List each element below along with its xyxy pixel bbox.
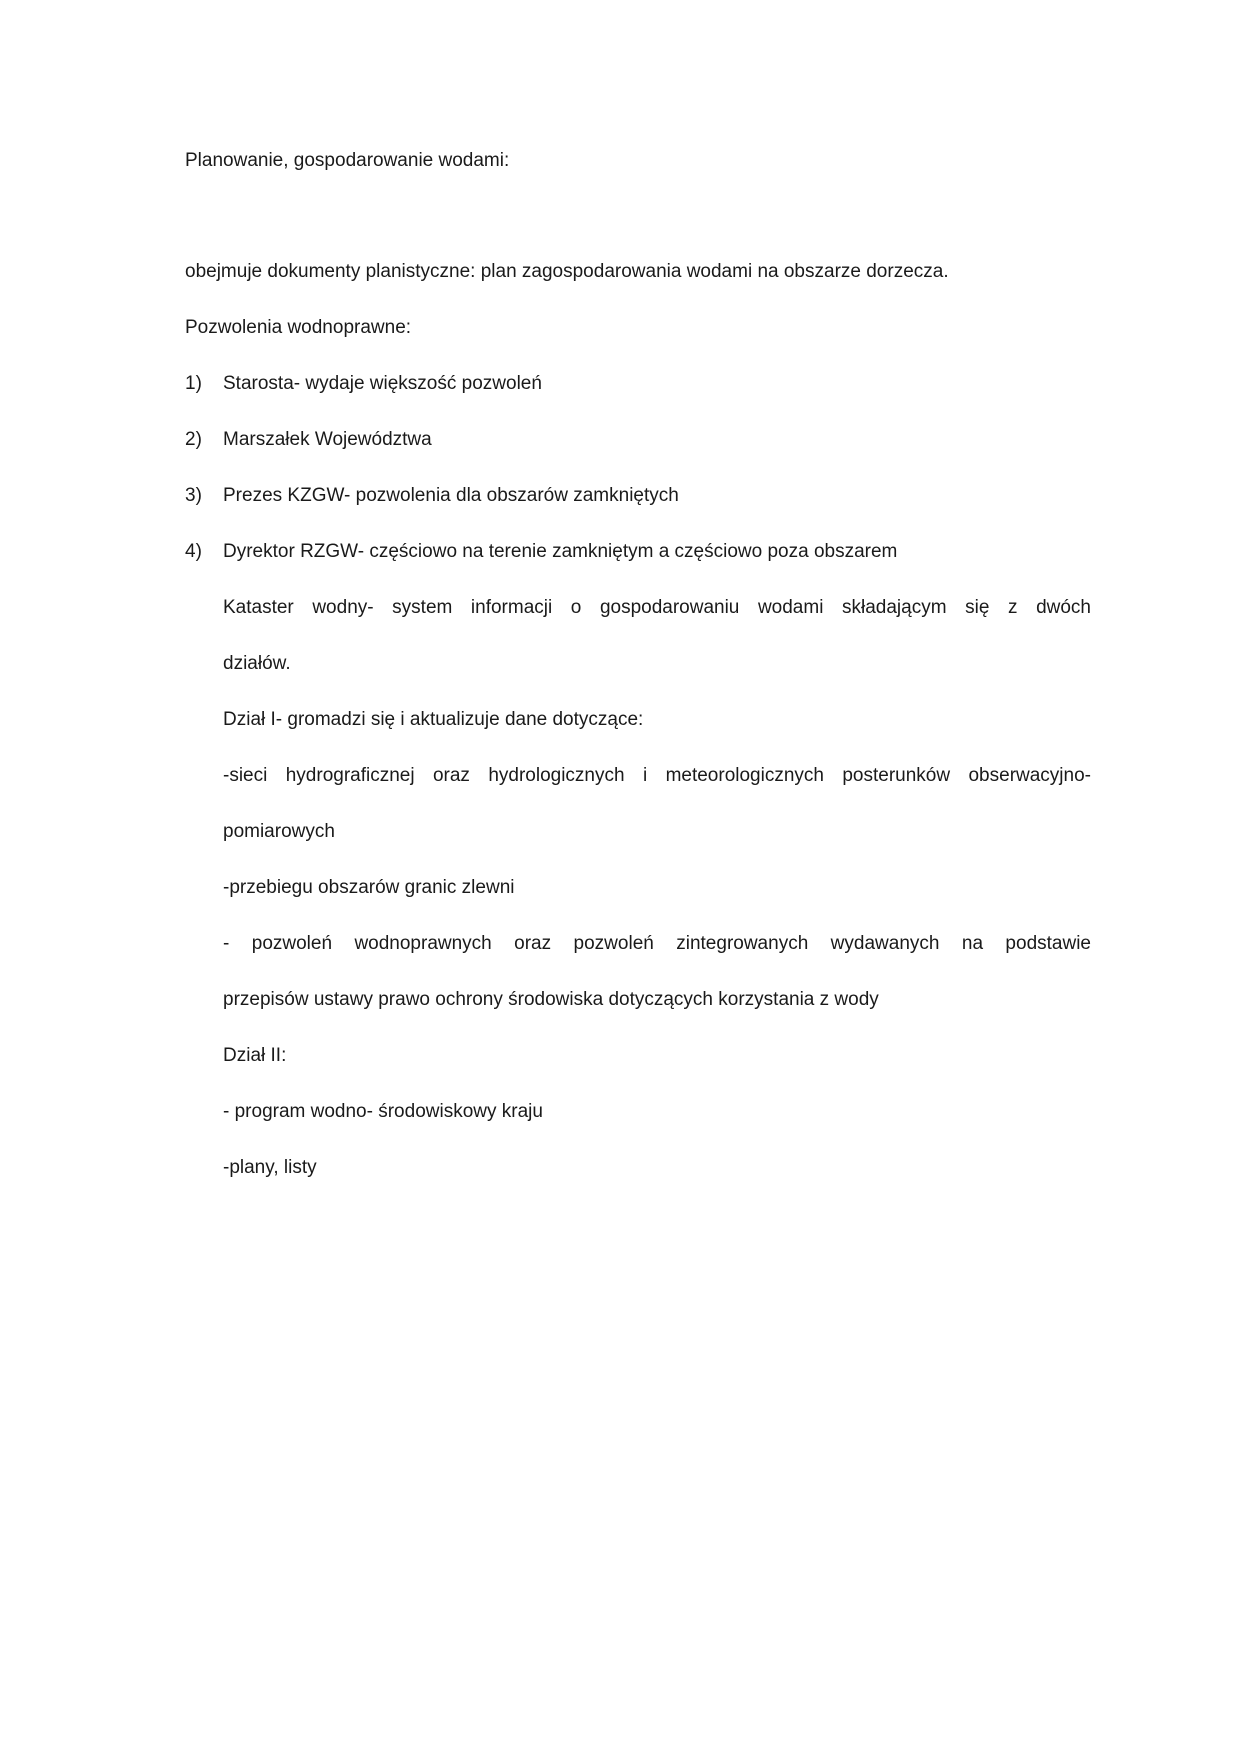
cadastre-paragraph-line-1: Kataster wodny- system informacji o gospodarowaniu wodami składającym się z dwóch: [223, 597, 1091, 618]
list-item-text: Dyrektor RZGW- częściowo na terenie zamkniętym a częściowo poza obszarem: [223, 541, 898, 562]
list-item-text: Prezes KZGW- pozwolenia dla obszarów zamkniętych: [223, 485, 679, 506]
cadastre-paragraph-line-2: działów.: [223, 653, 291, 674]
list-number: 1): [185, 373, 202, 394]
section-1-item-3-line-2: przepisów ustawy prawo ochrony środowiska dotyczących korzystania z wody: [223, 989, 879, 1010]
section-1-item-3-line-1: - pozwoleń wodnoprawnych oraz pozwoleń zintegrowanych wydawanych na podstawie: [223, 933, 1091, 954]
list-number: 2): [185, 429, 202, 450]
section-2-heading: Dział II:: [223, 1045, 287, 1066]
list-item-text: Marszałek Województwa: [223, 429, 432, 450]
section-1-item-2: -przebiegu obszarów granic zlewni: [223, 877, 515, 898]
section-1-item-1-line-1: -sieci hydrograficznej oraz hydrologicznych i meteorologicznych posterunków obserwacyjno-: [223, 765, 1091, 786]
intro-paragraph: obejmuje dokumenty planistyczne: plan zagospodarowania wodami na obszarze dorzecza.: [185, 261, 949, 282]
list-item-text: Starosta- wydaje większość pozwoleń: [223, 373, 542, 394]
section-1-item-1-line-2: pomiarowych: [223, 821, 335, 842]
section-2-item-2: -plany, listy: [223, 1157, 317, 1178]
list-number: 4): [185, 541, 202, 562]
section-1-heading: Dział I- gromadzi się i aktualizuje dane dotyczące:: [223, 709, 644, 730]
document-title: Planowanie, gospodarowanie wodami:: [185, 150, 510, 171]
section-2-item-1: - program wodno- środowiskowy kraju: [223, 1101, 543, 1122]
list-number: 3): [185, 485, 202, 506]
permits-heading: Pozwolenia wodnoprawne:: [185, 317, 412, 338]
